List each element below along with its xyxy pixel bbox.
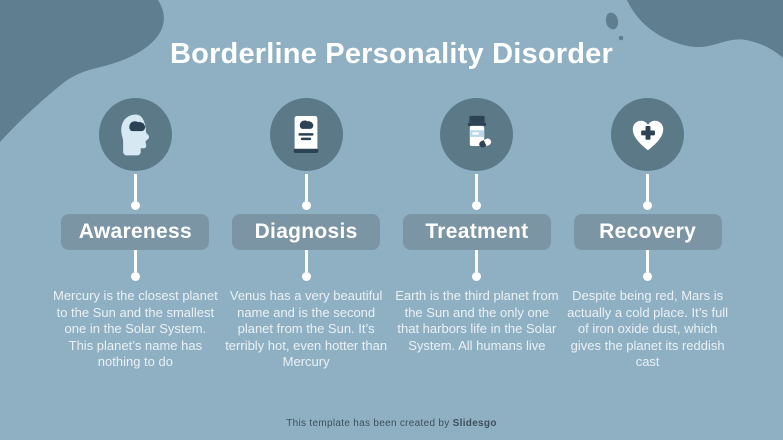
head-brain-icon [116, 112, 154, 157]
connector-dot [131, 201, 140, 210]
footer-credit-text: This template has been created by [286, 418, 453, 429]
diagnosis-label-pill [232, 214, 380, 250]
step-description: Despite being red, Mars is actually a cold place. It’s full of iron oxide dust, which gives the planet its reddish cast [567, 288, 729, 369]
step-column-recovery [562, 98, 733, 371]
connector-line [305, 174, 308, 201]
step-label: Awareness [78, 220, 192, 243]
connector-dot [131, 272, 140, 281]
treatment-label-pill [403, 214, 551, 250]
steps-row [50, 98, 733, 371]
connector-line [134, 174, 137, 201]
connector-line [646, 174, 649, 201]
step-description: Venus has a very beautiful name and is the second planet from the Sun. It’s terribly hot, even hotter than Mercury [225, 288, 388, 369]
footer-credit [0, 418, 783, 429]
connector-line [475, 250, 478, 272]
recovery-icon-circle [611, 98, 684, 171]
connector-dot [302, 272, 311, 281]
connector-line [475, 174, 478, 201]
step-label: Recovery [599, 220, 697, 243]
pill-bottle-icon [457, 113, 497, 157]
step-description: Earth is the third planet from the Sun and the only one that harbors life in the Solar System. All humans live [395, 288, 559, 353]
connector-dot [472, 201, 481, 210]
awareness-label-pill [61, 214, 209, 250]
footer-brand: Slidesgo [452, 418, 497, 429]
heart-cross-icon [628, 116, 668, 154]
treatment-icon-circle [440, 98, 513, 171]
blob-dot-large [604, 11, 619, 30]
step-column-awareness [50, 98, 221, 371]
step-column-diagnosis [221, 98, 392, 371]
step-label: Treatment [425, 220, 529, 243]
connector-dot [643, 201, 652, 210]
step-label: Diagnosis [254, 220, 358, 243]
connector-dot [472, 272, 481, 281]
slide-title: Borderline Personality Disorder [170, 38, 613, 70]
medical-report-icon [287, 113, 325, 157]
awareness-icon-circle [99, 98, 172, 171]
connector-line [305, 250, 308, 272]
step-column-treatment [392, 98, 563, 371]
recovery-label-pill [574, 214, 722, 250]
connector-dot [643, 272, 652, 281]
step-description: Mercury is the closest planet to the Sun and the smallest one in the Solar System. This planet’s name has nothing to do [53, 288, 218, 369]
diagnosis-icon-circle [270, 98, 343, 171]
connector-line [134, 250, 137, 272]
connector-line [646, 250, 649, 272]
connector-dot [302, 201, 311, 210]
